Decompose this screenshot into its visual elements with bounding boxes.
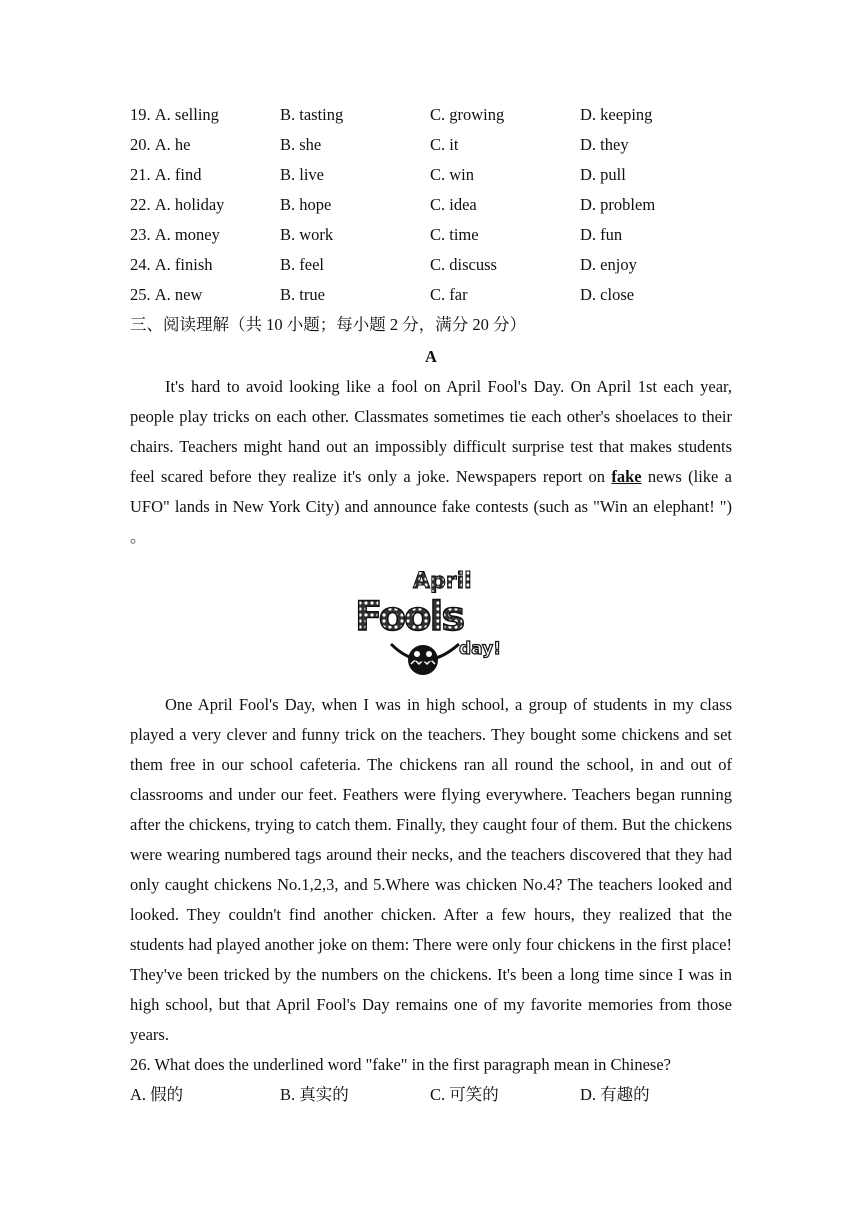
option-a: 22. A. holiday [130, 195, 225, 214]
section-title: 三、阅读理解（共 10 小题；每小题 2 分，满分 20 分） [130, 315, 526, 334]
option-b: B. tasting [280, 105, 344, 124]
option-a: 19. A. selling [130, 105, 219, 124]
option-c: C. time [430, 225, 479, 244]
option-row-22 [130, 190, 732, 220]
question-26: 26. What does the underlined word "fake" in the first paragraph mean in Chinese? [130, 1055, 671, 1074]
option-d: D. they [580, 135, 629, 154]
paragraph-1-after: news (like a UFO" lands in New York City) and announce fake contests (such as "Win an elephant! ") 。 [130, 467, 732, 546]
option-a: 21. A. find [130, 165, 202, 184]
paragraph-1-before: It's hard to avoid looking like a fool on April Fool's Day. On April 1st each year, people play tricks on each other. Classmates sometimes tie each other's shoelaces to their chairs. Teachers might hand out an impossibly difficult surprise test that makes students feel scared before they realize it's only a joke. Newspapers report on [130, 377, 732, 486]
logo-word-fools: Fools [355, 594, 464, 640]
option-b: B. work [280, 225, 334, 244]
option-c: C. growing [430, 105, 505, 124]
option-row-24 [130, 250, 732, 280]
option-c: C. idea [430, 195, 477, 214]
question-26-options [130, 1080, 732, 1110]
option-d: D. problem [580, 195, 656, 214]
option-d: D. keeping [580, 105, 653, 124]
option-a: 20. A. he [130, 135, 191, 154]
option-d: D. close [580, 285, 635, 304]
april-fools-logo [351, 564, 511, 682]
option-b: B. hope [280, 195, 332, 214]
answer-option-a: A. 假的 [130, 1085, 184, 1104]
answer-option-c: C. 可笑的 [430, 1085, 499, 1104]
option-d: D. pull [580, 165, 626, 184]
option-row-21 [130, 160, 732, 190]
passage-label: A [425, 347, 437, 366]
option-c: C. far [430, 285, 468, 304]
option-b: B. feel [280, 255, 324, 274]
answer-option-b: B. 真实的 [280, 1085, 349, 1104]
option-d: D. enjoy [580, 255, 637, 274]
paragraph-2: One April Fool's Day, when I was in high school, a group of students in my class played a very clever and funny trick on the teachers. They bought some chickens and set them free in our school cafeteria. The chickens ran all round the school, in and out of classrooms and under our feet. Feathers were flying everywhere. Teachers began running after the chickens, trying to catch them. Finally, they caught four of them. But the chickens were wearing numbered tags around their necks, and the teachers discovered that they had only caught chickens No.1,2,3, and 5.Where was chicken No.4? The teachers looked and looked. They couldn't find another chicken. After a few hours, they realized that the students had played another joke on them: There were only four chickens in the first place! They've been tricked by the numbers on the chickens. It's been a long time since I was in high school, but that April Fool's Day remains one of my favorite memories from those years. [130, 695, 732, 1044]
option-row-20 [130, 130, 732, 160]
answer-option-d: D. 有趣的 [580, 1085, 650, 1104]
option-d: D. fun [580, 225, 623, 244]
option-b: B. she [280, 135, 322, 154]
option-c: C. it [430, 135, 459, 154]
option-c: C. win [430, 165, 475, 184]
exam-page [130, 100, 732, 1110]
option-row-25 [130, 280, 732, 310]
option-b: B. true [280, 285, 325, 304]
paragraph-1 [130, 372, 732, 552]
april-fools-illustration [130, 564, 732, 682]
option-a: 23. A. money [130, 225, 220, 244]
cloze-options [130, 100, 732, 310]
option-b: B. live [280, 165, 324, 184]
logo-word-april: April [413, 569, 472, 594]
option-a: 24. A. finish [130, 255, 213, 274]
option-c: C. discuss [430, 255, 497, 274]
underlined-word: fake [611, 467, 642, 486]
option-a: 25. A. new [130, 285, 203, 304]
logo-word-day: day! [459, 639, 501, 659]
option-row-19 [130, 100, 732, 130]
option-row-23 [130, 220, 732, 250]
